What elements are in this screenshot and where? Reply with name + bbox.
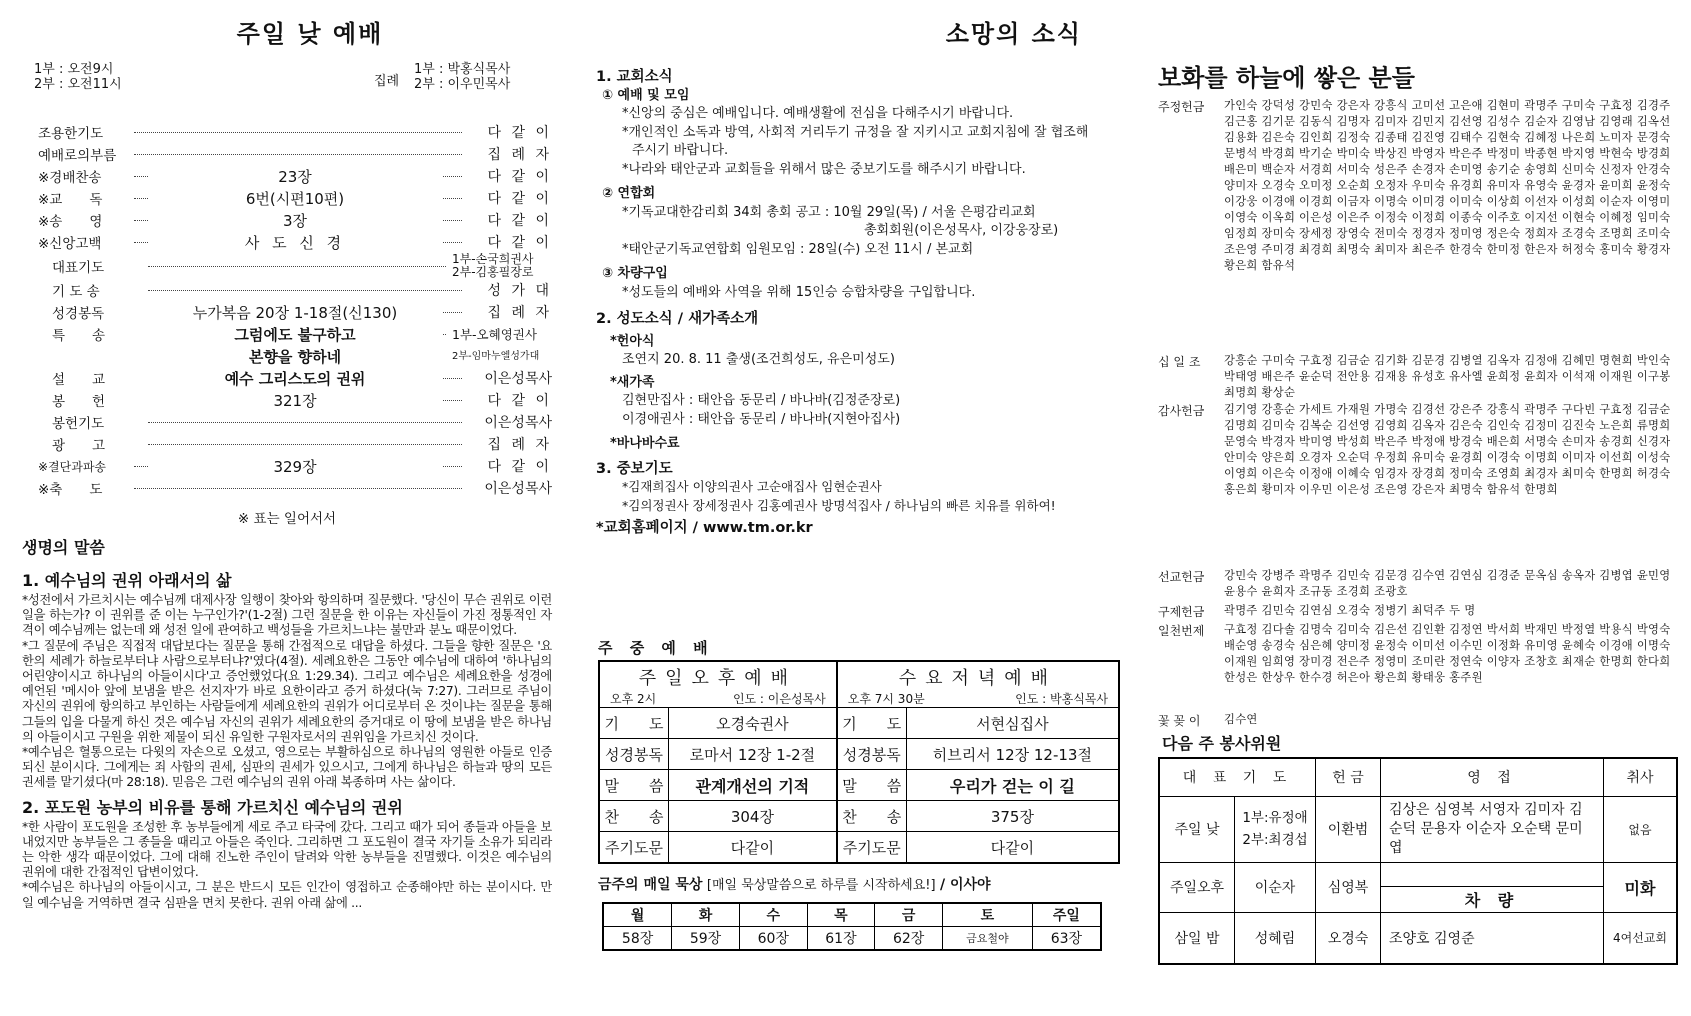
donor-group [1158,98,1683,348]
worship-column [22,0,558,1016]
news-subheading: ② 연합회 [602,186,656,201]
news-subheading: ① 예배 및 모임 [602,87,690,103]
news-heading: 1. 교회소식 [596,69,673,85]
homepage-link[interactable]: *교회홈페이지 / www.tm.or.kr [596,520,813,536]
table-row: 주일오후 이순자 심영복 미화 [1159,862,1677,886]
donor-category: 일천번제 [1158,624,1205,638]
service-item: ※송 영 3장 다 같 이 [38,211,552,230]
news-text: *성도들의 예배와 사역을 위해 15인승 승합차량을 구입합니다. [622,284,976,300]
daily-meditation-table [602,902,1102,951]
table-row: 주일 낮 1부:유정애 2부:최경섭 이환범 김상은 심영복 서영자 김미자 김순덕 문용자 이순자 오순택 문미엽 없음 [1159,796,1677,862]
donor-category: 주정헌금 [1158,100,1205,114]
sermon-point-2-title: 2. 포도원 농부의 비유를 통해 가르치신 예수님의 권위 [22,797,403,817]
service-times [34,62,122,92]
daily-meditation-title: 금주의 매일 묵상 [598,877,703,893]
weekday-worship-table [598,660,1120,864]
service-item: 예배로의부름 집 례 자 [38,147,552,164]
news-text: *김의정권사 장세정권사 김홍예권사 방명석집사 / 하나님의 빠른 치유를 위하여! [622,497,1056,513]
standing-note: ※ 표는 일어서서 [237,511,337,527]
news-text: *기독교대한감리회 34회 총회 공고 : 10월 29일(목) / 서울 은평감리교회 [622,204,1036,220]
service-item: ※경배찬송 23장 다 같 이 [38,167,552,186]
sermon-notes [22,535,552,910]
sermon-paragraph: *예수님은 하나님의 아들이시고, 그 분은 반드시 모든 인간이 영접하고 순종해야만 하는 분이시다. 만일 예수님을 거역하면 결국 심판을 면치 못한다. 권위 아래 삶에 ... [22,880,552,910]
news-text: *새가족 [610,374,655,390]
news-text: 김현만집사 : 태안읍 동문리 / 바나바(김정준장로) [622,393,901,408]
sermon-paragraph: *예수님은 혈통으로는 다윗의 자손으로 오셨고, 영으로는 부활하심으로 하나님의 영원한 아들로 인증되신 분이시다. 그에게는 죄 사함의 권세, 심판의 권세가 있으시고, 그에게 하나님은 하늘과 땅의 모든 권세를 맡기셨다(마 28:18). 믿음은 그런 예수님의 권위 아래 복종하며 사는 삶이다. [22,745,552,790]
leaders [414,62,510,92]
news-text: 조연지 20. 8. 11 출생(조건희성도, 유은미성도) [622,352,895,367]
donor-category: 선교헌금 [1158,570,1205,584]
sermon-point-1-title: 1. 예수님의 권위 아래서의 삶 [22,571,232,590]
service-item: 봉 헌 321장 다 같 이 [52,391,552,410]
donor-names: 강민숙 강병주 곽명주 김민숙 김문경 김수연 김연심 김경준 문옥심 송옥자 김병엽 윤민영 윤용수 윤희자 조규동 조경희 조광호 [1224,569,1671,598]
news-text: *신앙의 중심은 예배입니다. 예배생활에 전심을 다해주시기 바랍니다. [622,106,1014,121]
donor-group [1158,353,1683,401]
table-row: 성경봉독 로마서 12장 1-2절 성경봉독 히브리서 12장 12-13절 [599,739,1119,770]
lead-label: 집례 [374,74,400,89]
weekday-worship-title: 주 중 예 배 [598,639,714,657]
news-text: *헌아식 [610,333,655,349]
service-item: ※축 도 이은성목사 [38,481,552,498]
sermon-paragraph: *성전에서 가르치시는 예수님께 대제사장 일행이 찾아와 항의하며 질문했다. '당신이 무슨 권위로 이런 일을 하는가? 이 권위를 준 이는 누구인가?'(1-2절) 그런 질문을 한 이유는 자신들이 가진 정통적인 자격이 예수님께는 없는데 왜 성전 일에 관여하고 백성들을 가르치느냐는 불만과 분노 때문이었다. [22,593,552,638]
donor-category: 십 일 조 [1158,355,1201,369]
news-heading: 3. 중보기도 [596,460,673,477]
table-row: 삼일 밤 성혜림 오경숙 조양호 김영준 4여선교회 [1159,912,1677,964]
service-item: 특 송 그럼에도 불구하고 1부-오혜영권사 [52,325,537,344]
sunday-afternoon-header: 주일오후예배 오후 2시 인도 : 이은성목사 [599,661,837,708]
news-text: *김재희집사 이양의권사 고순애집사 임현순권사 [622,479,882,494]
leader-second: 2부 : 이우민목사 [414,77,511,92]
donor-names: 곽명주 김민숙 김연심 오경숙 정병기 최덕주 두 명 [1224,604,1476,617]
table-row: 말 씀 관계개선의 기적 말 씀 우리가 걷는 이 길 [599,770,1119,801]
service-item: 대표기도 1부-손국희권사 2부-김홍필장로 [52,252,534,279]
sermon-paragraph: *한 사람이 포도원을 조성한 후 농부들에게 세로 주고 타국에 갔다. 그리고 때가 되어 종들과 아들을 보내었지만 농부들은 그 종들을 때리고 아들은 죽인다. 그리하면 그 포도원이 결국 자기들 소유가 되리라는 악한 생각 때문이었다. 그에 대해 진노한 주인이 달려와 악한 농부들을 진멸했다. 이것은 예수님의 권위에 대한 간접적인 답변이었다. [22,819,552,880]
news-text: *바나바수료 [610,436,680,451]
news-heading: 2. 성도소식 / 새가족소개 [596,311,759,327]
service-item: 설 교 예수 그리스도의 권위 이은성목사 [52,369,552,388]
sunday-worship-title: 주일 낮 예배 [236,20,384,48]
donor-names: 김수연 [1224,713,1258,726]
daily-meditation-header [598,874,991,894]
donor-names: 가인숙 강덕성 강민숙 강은자 강흥식 고미선 고은애 김현미 곽명주 구미숙 구효정 김경주 김근홍 김기문 김동식 김명자 김미자 김민지 김선영 김성수 김순자 김영남 김영래 김옥선 김용화 김은숙 김인희 김정숙 김종태 김진영 김태수 김현숙 김혜정 나은희 노미자 문경숙 문병석 박경희 박기순 박미숙 박상진 박영자 박은주 박정미 박종현 박지영 박현숙 방경희 배은미 백순자 서경희 서미숙 성은주 손경자 손미영 송기순 송영희 신미숙 신정자 안경숙 양미자 오경숙 오미정 오순희 오정자 우미숙 유경희 유미자 유영숙 윤경자 윤미희 윤정숙 이강웅 이경애 이경희 이금자 이명숙 이미경 이미숙 이상희 이선자 이성희 이순자 이영미 이영숙 이옥희 이은성 이은주 이정숙 이정희 이종숙 이주호 이지선 이현숙 이혜정 임미숙 임정희 장미숙 장세정 장영숙 전미숙 정경자 정미영 정은숙 정희자 조경숙 조명희 조미숙 조은영 주미경 최경희 최명숙 최미자 최은주 한경숙 한미정 한은자 허정숙 홍미숙 황경자 황은희 함유석 [1224,99,1671,272]
donor-category: 감사헌금 [1158,404,1205,418]
table-row: 월 화 수 목 금 토 주일 [603,903,1101,927]
donor-group [1158,622,1683,702]
leader-first: 1부 : 박홍식목사 [414,62,511,77]
service-item: 조용한기도 다 같 이 [38,125,552,142]
sermon-paragraph: *그 질문에 주님은 직접적 대답보다는 질문을 통해 간접적으로 대답을 하셨다. 그들을 향한 질문은 '요한의 세례가 하늘로부터냐 사람으로부터냐?'였다(4절). 세례요한은 그동안 예수님에 대하여 '하나님의 어린양이시고 하나님의 아들이시다'고 증언했었다(요 1:29.34). 그리고 예수님은 세례요한을 성경에 예언된 '메시아 앞에 보냄을 받은 선지자'가 바로 요한이라고 증거 하셨다(눅 7:27). 그러므로 주님이 자신의 권위에 항의하고 부인하는 사람들에게 세례요한의 권위가 어디로부터 온 것이냐는 질문을 통해 그들의 입을 다물게 하신 것은 예수님 자신의 권위가 세례요한의 증거대로 이 땅에 보냄을 받은 하나님의 아들이시고 구원을 위한 제물이 되신 유일한 구원자로서의 권위임을 가르치신 것이다. [22,638,552,744]
table-row: 58장 59장 60장 61장 62장 금요철야 63장 [603,927,1101,951]
news-text: *태안군기독교연합회 임원모임 : 28일(수) 오전 11시 / 본교회 [622,241,974,257]
table-row: 차 량 [1159,886,1677,912]
donor-group [1158,603,1683,621]
service-item: ※신앙고백 사 도 신 경 다 같 이 [38,233,552,252]
donor-category: 꽃 꽂 이 [1158,714,1201,728]
service-item: 광 고 집 례 자 [52,437,552,454]
donor-group [1158,402,1683,562]
donor-names: 구효정 김다솔 김명숙 김미숙 김은선 김인환 김정연 박서희 박재민 박정열 박용식 박영숙 배순영 송경숙 심은혜 양미정 윤정숙 이미선 이수민 이정화 유미영 윤혜숙 이경애 이명숙 이재원 임희영 장미경 전은주 정영미 조미란 정연숙 이양자 조창호 최재순 한명희 한다희 한성은 한상우 한수경 허은아 황은희 황태웅 홍주원 [1224,623,1671,684]
donor-group [1158,568,1683,600]
news-text: 총회회원(이은성목사, 이강웅장로) [864,223,1059,238]
word-of-life-title: 생명의 말씀 [22,538,105,557]
table-row: 주기도문 다같이 주기도문 다같이 [599,832,1119,864]
offering-title: 보화를 하늘에 쌓은 분들 [1158,64,1415,92]
service-item: ※교 독 6번(시편10편) 다 같 이 [38,189,552,208]
next-week-title: 다음 주 봉사위원 [1162,734,1282,753]
donor-group [1158,712,1683,730]
table-row: 기 도 오경숙권사 기 도 서현심집사 [599,708,1119,739]
news-text: *나라와 태안군과 교회들을 위해서 많은 중보기도를 해주시기 바랍니다. [622,161,1026,177]
service-item: 본향을 향하네 2부-임마누엘성가대 [38,345,552,367]
service-item: 기 도 송 성 가 대 [52,283,552,300]
daily-meditation-note: [매일 묵상말씀으로 하루를 시작하세요!] [706,878,936,893]
time-first: 1부 : 오전9시 [34,62,114,77]
donor-names: 강흥순 구미숙 구효정 김금순 김기화 김문경 김병열 김옥자 김정애 김혜민 명현희 박인숙 박태영 배은주 윤순덕 전안용 김재용 유성호 유사엘 윤희정 윤희자 이석재 이재원 이구봉 최명희 황상순 [1224,354,1671,399]
daily-meditation-book: / 이사야 [940,877,991,893]
next-week-volunteers-table [1158,757,1678,965]
news-text: 주시기 바랍니다. [632,143,729,158]
service-item: 봉헌기도 이은성목사 [52,415,552,432]
news-title: 소망의 소식 [945,20,1082,48]
donor-names: 김기영 강흥순 가세트 가재원 가명숙 김경선 강은주 강흥식 곽명주 구다빈 구효정 김금순 김명희 김미숙 김복순 김선영 김영희 김옥자 김은숙 김인숙 김정미 김진숙 노은희 류명희 문영숙 박경자 박미영 박성희 박은주 박정애 방경숙 배은희 서명숙 손미자 송경희 신경자 안미숙 양은희 오경자 오순덕 우정희 유미숙 윤경희 이경숙 이명희 이미자 이선희 이성숙 이영희 이은숙 이정애 이혜숙 임경자 장경희 정미숙 조영희 최경자 최미숙 한명희 허경숙 홍은희 황미자 이우민 이은성 조은영 강은자 최명숙 함유석 한명희 [1224,403,1671,496]
service-item: ※결단과파송 329장 다 같 이 [38,457,552,476]
news-text: *개인적인 소독과 방역, 사회적 거리두기 규정을 잘 지키시고 교회지침에 잘 협조해 [622,124,1089,140]
order-of-service [38,121,552,499]
donor-category: 구제헌금 [1158,605,1205,619]
church-news [596,62,1136,538]
news-text: 이경애권사 : 태안읍 동문리 / 바나바(지현아집사) [622,411,901,427]
table-row: 찬 송 304장 찬 송 375장 [599,801,1119,832]
news-subheading: ③ 차량구입 [602,266,668,281]
service-item: 성경봉독 누가복음 20장 1-18절(신130) 집 례 자 [52,303,552,322]
table-row: 대 표 기 도 헌 금 영 접 취사 [1159,758,1677,796]
time-second: 2부 : 오전11시 [34,77,122,92]
wednesday-header: 수요저녁예배 오후 7시 30분 인도 : 박홍식목사 [837,661,1119,708]
